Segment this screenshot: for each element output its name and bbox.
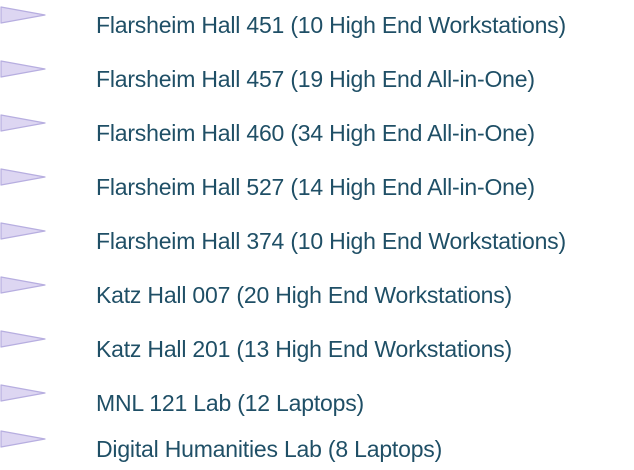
- triangle-arrow-icon: [0, 60, 46, 78]
- lab-label: Flarsheim Hall 374 (10 High End Workstations): [96, 228, 566, 254]
- triangle-arrow-icon: [0, 276, 46, 294]
- list-item: [0, 108, 634, 162]
- list-item: [0, 54, 634, 108]
- list-item: [0, 0, 634, 54]
- list-item: [0, 324, 634, 378]
- lab-label: Flarsheim Hall 527 (14 High End All-in-One): [96, 174, 535, 200]
- triangle-arrow-icon: [0, 330, 46, 348]
- list-item: [0, 216, 634, 270]
- list-item: [0, 270, 634, 324]
- triangle-arrow-icon: [0, 430, 46, 448]
- triangle-arrow-icon: [0, 222, 46, 240]
- list-item: [0, 162, 634, 216]
- lab-label: MNL 121 Lab (12 Laptops): [96, 390, 364, 416]
- triangle-arrow-icon: [0, 168, 46, 186]
- list-item: [0, 418, 634, 470]
- lab-label: Katz Hall 007 (20 High End Workstations): [96, 282, 512, 308]
- triangle-arrow-icon: [0, 6, 46, 24]
- lab-label: Flarsheim Hall 460 (34 High End All-in-One): [96, 120, 535, 146]
- lab-label: Katz Hall 201 (13 High End Workstations): [96, 336, 512, 362]
- triangle-arrow-icon: [0, 114, 46, 132]
- lab-label: Digital Humanities Lab (8 Laptops): [96, 436, 443, 462]
- lab-label: Flarsheim Hall 451 (10 High End Workstations): [96, 12, 566, 38]
- triangle-arrow-icon: [0, 384, 46, 402]
- lab-label: Flarsheim Hall 457 (19 High End All-in-One): [96, 66, 535, 92]
